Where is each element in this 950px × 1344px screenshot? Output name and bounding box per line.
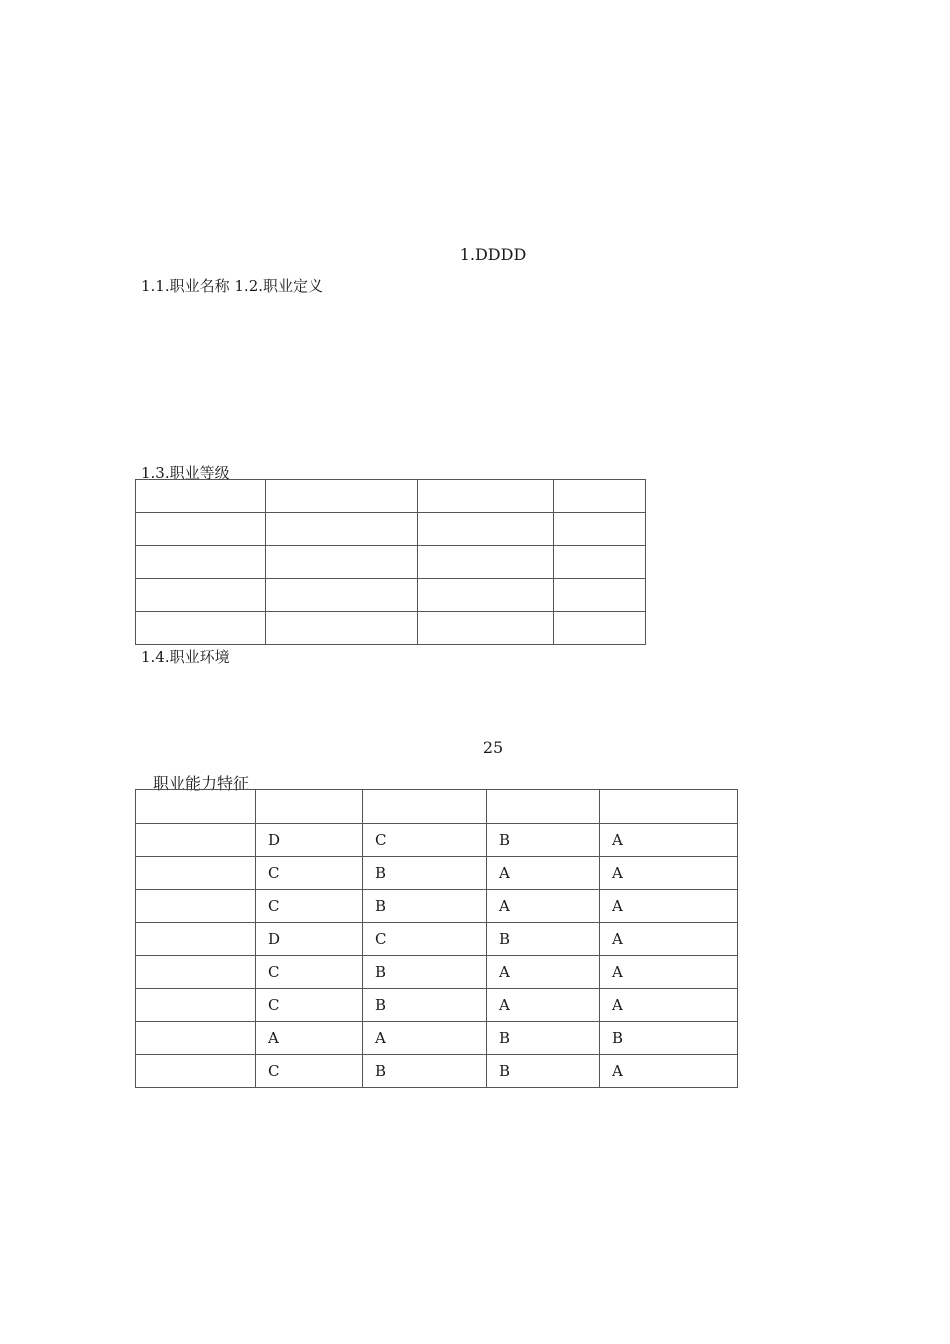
table-cell: A bbox=[487, 989, 600, 1022]
occupation-levels-table bbox=[135, 479, 646, 645]
table-cell bbox=[136, 1022, 256, 1055]
table-cell bbox=[266, 579, 418, 612]
document-heading: 1.DDDD bbox=[459, 245, 527, 264]
table-cell bbox=[136, 956, 256, 989]
table-cell bbox=[363, 790, 487, 824]
table-cell: A bbox=[600, 824, 738, 857]
table-cell bbox=[136, 989, 256, 1022]
table-cell bbox=[136, 824, 256, 857]
table-row bbox=[136, 513, 646, 546]
table-row bbox=[136, 890, 738, 923]
table-row bbox=[136, 579, 646, 612]
table-cell: B bbox=[487, 1022, 600, 1055]
table-cell: C bbox=[256, 857, 363, 890]
table-cell: A bbox=[363, 1022, 487, 1055]
table-cell bbox=[136, 1055, 256, 1088]
table-cell bbox=[554, 513, 646, 546]
table-row bbox=[136, 824, 738, 857]
table-cell bbox=[418, 612, 554, 645]
section-1-4-label: 1.4.职业环境 bbox=[141, 648, 230, 666]
table-cell: B bbox=[363, 1055, 487, 1088]
table-cell: A bbox=[600, 989, 738, 1022]
ability-section-title: 职业能力特征 bbox=[153, 774, 250, 793]
table-cell bbox=[554, 546, 646, 579]
table-row bbox=[136, 546, 646, 579]
table-cell: B bbox=[363, 857, 487, 890]
table-cell bbox=[554, 480, 646, 513]
table-row bbox=[136, 857, 738, 890]
table-cell: B bbox=[363, 956, 487, 989]
table-cell bbox=[136, 546, 266, 579]
table-cell: A bbox=[600, 923, 738, 956]
ability-characteristics-table bbox=[135, 789, 738, 1088]
table-row bbox=[136, 790, 738, 824]
table-cell: C bbox=[363, 923, 487, 956]
table-cell bbox=[266, 480, 418, 513]
table-row bbox=[136, 923, 738, 956]
table-row bbox=[136, 1055, 738, 1088]
table-cell bbox=[256, 790, 363, 824]
table-cell bbox=[418, 480, 554, 513]
table-cell bbox=[136, 513, 266, 546]
table-cell: C bbox=[256, 1055, 363, 1088]
table-cell bbox=[266, 546, 418, 579]
table-cell bbox=[554, 612, 646, 645]
table-cell: A bbox=[487, 956, 600, 989]
table-cell bbox=[487, 790, 600, 824]
table-cell bbox=[136, 612, 266, 645]
table-cell bbox=[136, 923, 256, 956]
table-cell bbox=[136, 857, 256, 890]
table-row bbox=[136, 1022, 738, 1055]
table-cell bbox=[136, 790, 256, 824]
table-cell: A bbox=[487, 857, 600, 890]
table-cell bbox=[266, 513, 418, 546]
table-cell bbox=[136, 480, 266, 513]
table-cell: B bbox=[487, 824, 600, 857]
table-row bbox=[136, 480, 646, 513]
section-1-1-1-2-label: 1.1.职业名称 1.2.职业定义 bbox=[141, 277, 324, 295]
table-cell bbox=[600, 790, 738, 824]
table-cell: A bbox=[256, 1022, 363, 1055]
section-1-3-label: 1.3.职业等级 bbox=[141, 464, 230, 482]
table-cell: B bbox=[487, 923, 600, 956]
table-cell: C bbox=[256, 956, 363, 989]
table-cell: B bbox=[487, 1055, 600, 1088]
table-cell: B bbox=[363, 989, 487, 1022]
table-cell bbox=[418, 579, 554, 612]
table-cell: A bbox=[487, 890, 600, 923]
table-cell: A bbox=[600, 956, 738, 989]
table-cell bbox=[136, 890, 256, 923]
table-cell bbox=[418, 546, 554, 579]
table-cell: B bbox=[600, 1022, 738, 1055]
table-cell: B bbox=[363, 890, 487, 923]
table-cell: D bbox=[256, 824, 363, 857]
table-cell: D bbox=[256, 923, 363, 956]
table-cell: C bbox=[256, 890, 363, 923]
table-cell bbox=[418, 513, 554, 546]
table-cell: A bbox=[600, 1055, 738, 1088]
page-number: 25 bbox=[482, 738, 504, 757]
table-row bbox=[136, 612, 646, 645]
table-cell bbox=[136, 579, 266, 612]
table-cell bbox=[266, 612, 418, 645]
table-row bbox=[136, 956, 738, 989]
table-row bbox=[136, 989, 738, 1022]
table-cell: A bbox=[600, 890, 738, 923]
table-cell: C bbox=[256, 989, 363, 1022]
table-cell bbox=[554, 579, 646, 612]
table-cell: C bbox=[363, 824, 487, 857]
table-cell: A bbox=[600, 857, 738, 890]
